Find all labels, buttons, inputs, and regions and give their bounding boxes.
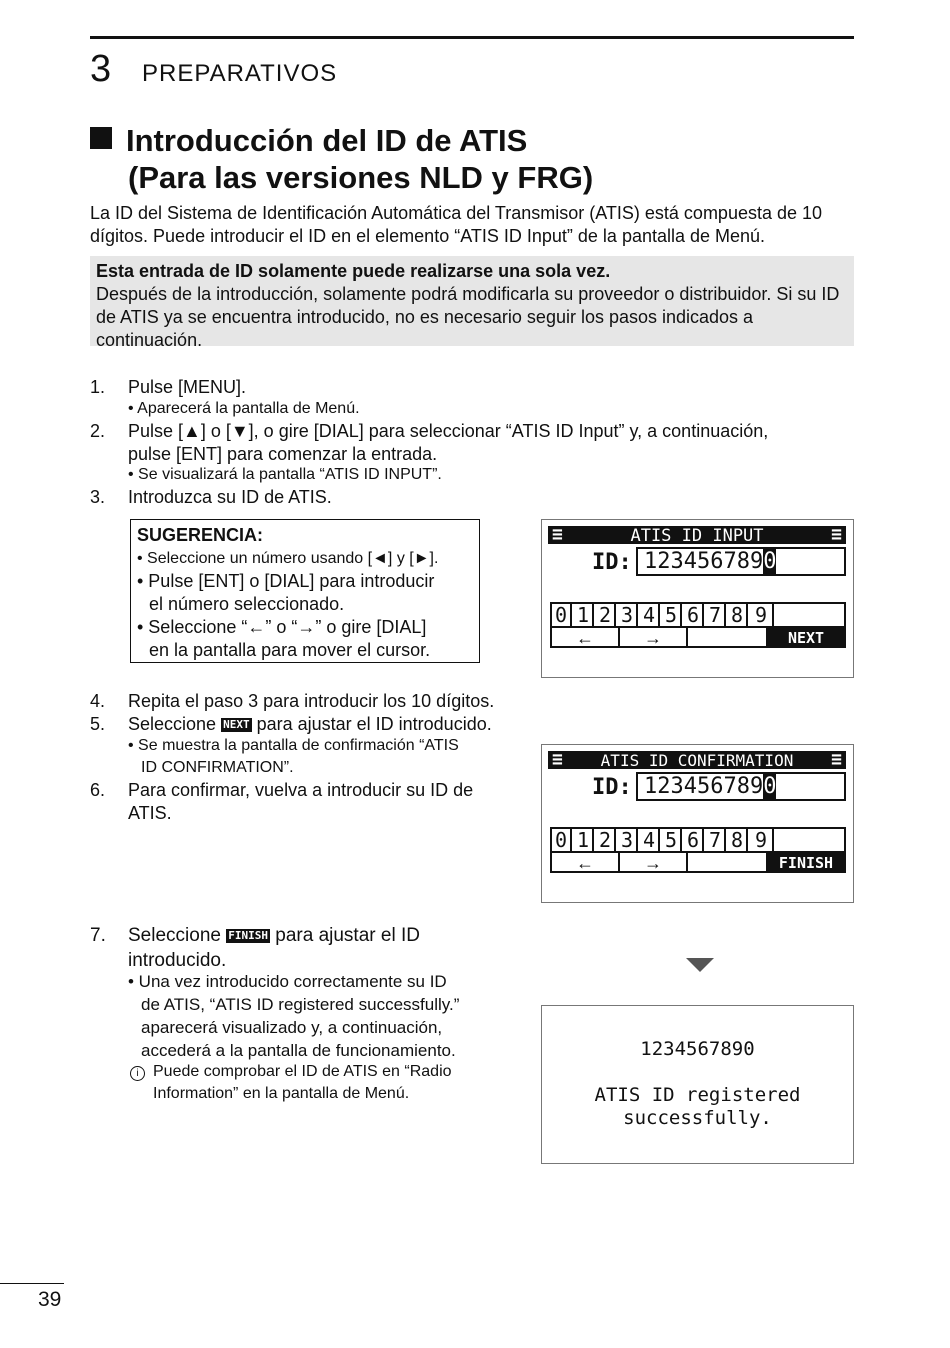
- step-5-sub: ID CONFIRMATION”.: [141, 759, 294, 776]
- menu-icon: ≡: [831, 749, 842, 770]
- step-text: introducido.: [128, 950, 227, 971]
- section-title: [90, 122, 593, 196]
- step-number: 5.: [90, 714, 106, 734]
- hint-line: • Seleccione un número usando [◄] y [►].: [137, 550, 439, 567]
- step-text: Para confirmar, vuelva a introducir su ID de: [128, 780, 474, 800]
- step-number: 7.: [90, 925, 106, 946]
- intro-paragraph: La ID del Sistema de Identificación Automática del Transmisor (ATIS) está compuesta de 10 dígitos. Puede introducir el ID en el elemento “ATIS ID Input” de la pantalla de Menú.: [90, 203, 823, 246]
- step-7-sub-line: de ATIS, “ATIS ID registered successfully.”: [141, 995, 460, 1014]
- left-arrow-key[interactable]: ←: [552, 853, 620, 873]
- digit-key[interactable]: 7: [706, 829, 726, 851]
- left-arrow-key[interactable]: ←: [552, 628, 620, 648]
- step-number: 4.: [90, 691, 106, 711]
- square-bullet-icon: [90, 127, 112, 149]
- page-number: 39: [38, 1288, 62, 1311]
- registered-message-line2: successfully.: [623, 1107, 772, 1129]
- step-text: ATIS.: [128, 803, 172, 823]
- digit-key[interactable]: 6: [684, 604, 704, 626]
- step-4: [90, 690, 540, 714]
- softkey-row: [552, 851, 844, 873]
- step-2: [90, 420, 850, 466]
- hint-line: • Seleccione “←” o “→” o gire [DIAL]: [137, 617, 427, 637]
- step-7-sub-line: aparecerá visualizado y, a continuación,: [141, 1018, 443, 1037]
- step-text: Repita el paso 3 para introducir los 10 dígitos.: [128, 691, 495, 711]
- note-box: [90, 256, 854, 350]
- step-7-sub-line: • Una vez introducido correctamente su ID: [128, 972, 447, 991]
- digit-key[interactable]: 2: [596, 829, 616, 851]
- menu-icon: ≡: [552, 524, 563, 545]
- hint-heading: SUGERENCIA:: [137, 525, 264, 545]
- step-text: Introduzca su ID de ATIS.: [128, 487, 332, 507]
- digit-key[interactable]: 5: [662, 604, 682, 626]
- blank-key: [688, 628, 768, 648]
- step-number: 6.: [90, 780, 106, 800]
- down-arrow-icon: [686, 958, 714, 972]
- digit-key[interactable]: 4: [640, 829, 660, 851]
- step-7: [90, 923, 530, 973]
- step-5: [90, 713, 540, 737]
- right-arrow-key[interactable]: →: [620, 628, 688, 648]
- digit-key[interactable]: 0: [552, 829, 572, 851]
- digit-key[interactable]: 8: [728, 829, 748, 851]
- softkey-row: [552, 626, 844, 648]
- step-text-pre: Seleccione: [128, 714, 217, 734]
- screen-title-bar: [548, 751, 846, 769]
- menu-icon: ≡: [552, 749, 563, 770]
- digit-key[interactable]: 9: [750, 829, 774, 851]
- hint-box: [130, 519, 480, 663]
- top-rule: [90, 36, 854, 39]
- cursor: 0: [763, 549, 777, 574]
- keypad: [550, 827, 846, 873]
- page-number-rule: [0, 1283, 64, 1284]
- digit-key[interactable]: 4: [640, 604, 660, 626]
- section-title-line1: Introducción del ID de ATIS: [126, 123, 528, 158]
- digit-key[interactable]: 8: [728, 604, 748, 626]
- finish-softkey[interactable]: FINISH: [768, 853, 844, 873]
- screen-title: ATIS ID INPUT: [630, 526, 764, 546]
- right-arrow-key[interactable]: →: [620, 853, 688, 873]
- chapter-title: PREPARATIVOS: [142, 60, 338, 87]
- step-1: [90, 376, 850, 400]
- id-field: [636, 547, 846, 576]
- step-number: 3.: [90, 487, 106, 507]
- section-title-line2: (Para las versiones NLD y FRG): [128, 160, 594, 195]
- note-bold: Esta entrada de ID solamente puede realizarse una sola vez.: [96, 261, 611, 281]
- screen-atis-id-input: [541, 519, 854, 678]
- id-value: 123456789: [644, 549, 764, 574]
- step-6: [90, 779, 540, 825]
- keypad: [550, 602, 846, 648]
- id-label: ID:: [592, 550, 632, 575]
- info-line: Puede comprobar el ID de ATIS en “Radio: [153, 1063, 452, 1080]
- finish-key-icon: FINISH: [228, 929, 268, 942]
- step-7-sub-line: accederá a la pantalla de funcionamiento.: [141, 1041, 456, 1060]
- digit-key[interactable]: 9: [750, 604, 774, 626]
- step-2-sub: • Se visualizará la pantalla “ATIS ID INPUT”.: [128, 466, 442, 483]
- info-line: Information” en la pantalla de Menú.: [153, 1085, 410, 1102]
- step-text-post: para ajustar el ID: [275, 925, 420, 946]
- screen-title: ATIS ID CONFIRMATION: [600, 751, 794, 770]
- step-7-info: [130, 1061, 452, 1105]
- info-icon: i: [130, 1066, 145, 1081]
- step-text: Pulse [MENU].: [128, 377, 247, 397]
- step-text: [128, 713, 492, 736]
- digit-key[interactable]: 1: [574, 829, 594, 851]
- digit-key[interactable]: 2: [596, 604, 616, 626]
- digit-key[interactable]: 7: [706, 604, 726, 626]
- digit-key[interactable]: 3: [618, 604, 638, 626]
- digit-key[interactable]: 3: [618, 829, 638, 851]
- next-softkey[interactable]: NEXT: [768, 628, 844, 648]
- step-number: 2.: [90, 421, 106, 441]
- digit-key[interactable]: 0: [552, 604, 572, 626]
- step-3: [90, 486, 850, 510]
- registered-id: 1234567890: [640, 1038, 755, 1060]
- hint-line: el número seleccionado.: [149, 594, 345, 614]
- chapter-number: 3: [90, 48, 112, 90]
- menu-icon: ≡: [831, 524, 842, 545]
- step-text: Pulse [▲] o [▼], o gire [DIAL] para seleccionar “ATIS ID Input” y, a continuación,: [128, 421, 769, 441]
- cursor: 0: [763, 774, 777, 799]
- digit-key[interactable]: 6: [684, 829, 704, 851]
- hint-line: • Pulse [ENT] o [DIAL] para introducir: [137, 571, 435, 591]
- screen-title-bar: [548, 526, 846, 544]
- next-key-icon: NEXT: [223, 718, 250, 731]
- digit-key[interactable]: 1: [574, 604, 594, 626]
- screen-atis-id-confirmation: [541, 744, 854, 903]
- step-1-sub: • Aparecerá la pantalla de Menú.: [128, 400, 360, 417]
- id-value: 123456789: [644, 774, 764, 799]
- id-field: [636, 772, 846, 801]
- note-text: Después de la introducción, solamente podrá modificarla su proveedor o distribuidor. Si su ID de ATIS ya se encuentra introducido, no es necesario seguir los pasos indicados a continuación.: [96, 284, 840, 350]
- id-label: ID:: [592, 775, 632, 800]
- step-text-post: para ajustar el ID introducido.: [256, 714, 492, 734]
- hint-line: en la pantalla para mover el cursor.: [149, 640, 431, 660]
- step-7-sub: [128, 970, 459, 1062]
- step-text-pre: Seleccione: [128, 925, 221, 946]
- screen-registered: [541, 1005, 854, 1164]
- step-text: pulse [ENT] para comenzar la entrada.: [128, 444, 438, 464]
- registered-message-line1: ATIS ID registered: [594, 1084, 801, 1106]
- digit-key[interactable]: 5: [662, 829, 682, 851]
- blank-key: [688, 853, 768, 873]
- step-text: [128, 923, 420, 948]
- step-number: 1.: [90, 377, 106, 397]
- step-5-sub: • Se muestra la pantalla de confirmación “ATIS: [128, 737, 459, 754]
